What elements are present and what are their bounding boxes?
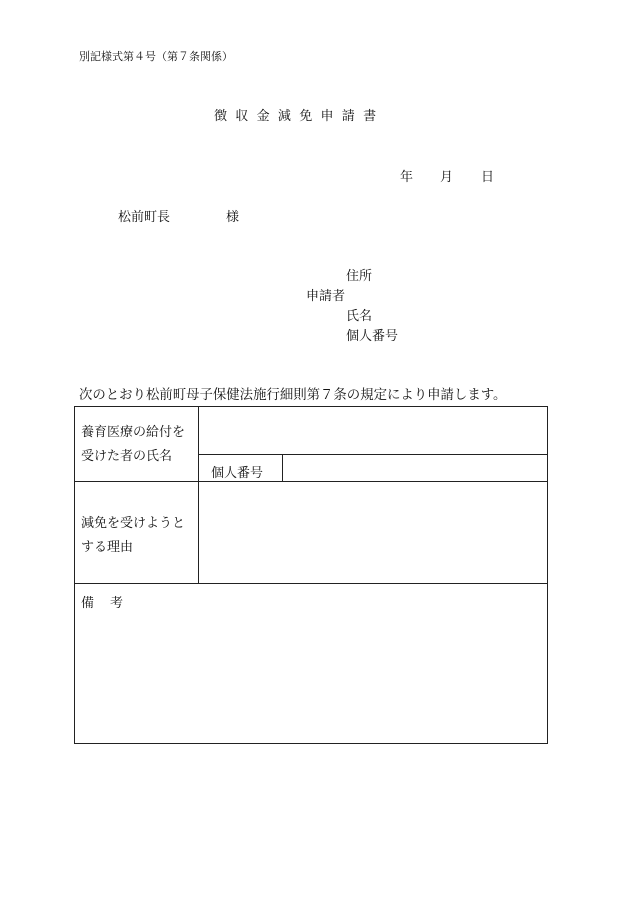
applicant-name-label: 氏名 <box>346 309 373 324</box>
applicant-id-label: 個人番号 <box>346 329 399 344</box>
reason-field[interactable] <box>199 482 548 584</box>
form-number: 別記様式第４号（第７条関係） <box>79 50 233 63</box>
reason-label-cell <box>75 482 199 584</box>
reason-label-line1: 減免を受けようと <box>81 516 186 531</box>
addressee-name: 松前町長 <box>118 210 171 225</box>
page-title: 徴収金減免申請書 <box>214 109 385 124</box>
recipient-name-label-line2: 受けた者の氏名 <box>81 449 173 464</box>
application-statement: 次のとおり松前町母子保健法施行細則第７条の規定により申請します。 <box>79 388 507 403</box>
application-form-table <box>74 406 548 744</box>
applicant-address-label: 住所 <box>346 269 373 284</box>
recipient-name-field[interactable] <box>199 407 548 455</box>
applicant-label: 申請者 <box>306 289 346 304</box>
date-year-label: 年 <box>400 170 414 185</box>
recipient-id-label: 個人番号 <box>199 455 283 482</box>
remarks-label: 備考 <box>81 596 140 611</box>
date-month-label: 月 <box>440 170 454 185</box>
recipient-name-label-line1: 養育医療の給付を <box>81 425 186 440</box>
reason-label-line2: する理由 <box>81 540 134 555</box>
remarks-field[interactable] <box>75 584 548 744</box>
recipient-name-label-cell <box>75 407 199 482</box>
addressee-honorific: 様 <box>226 210 240 225</box>
recipient-id-field[interactable] <box>283 455 548 482</box>
date-day-label: 日 <box>481 170 495 185</box>
